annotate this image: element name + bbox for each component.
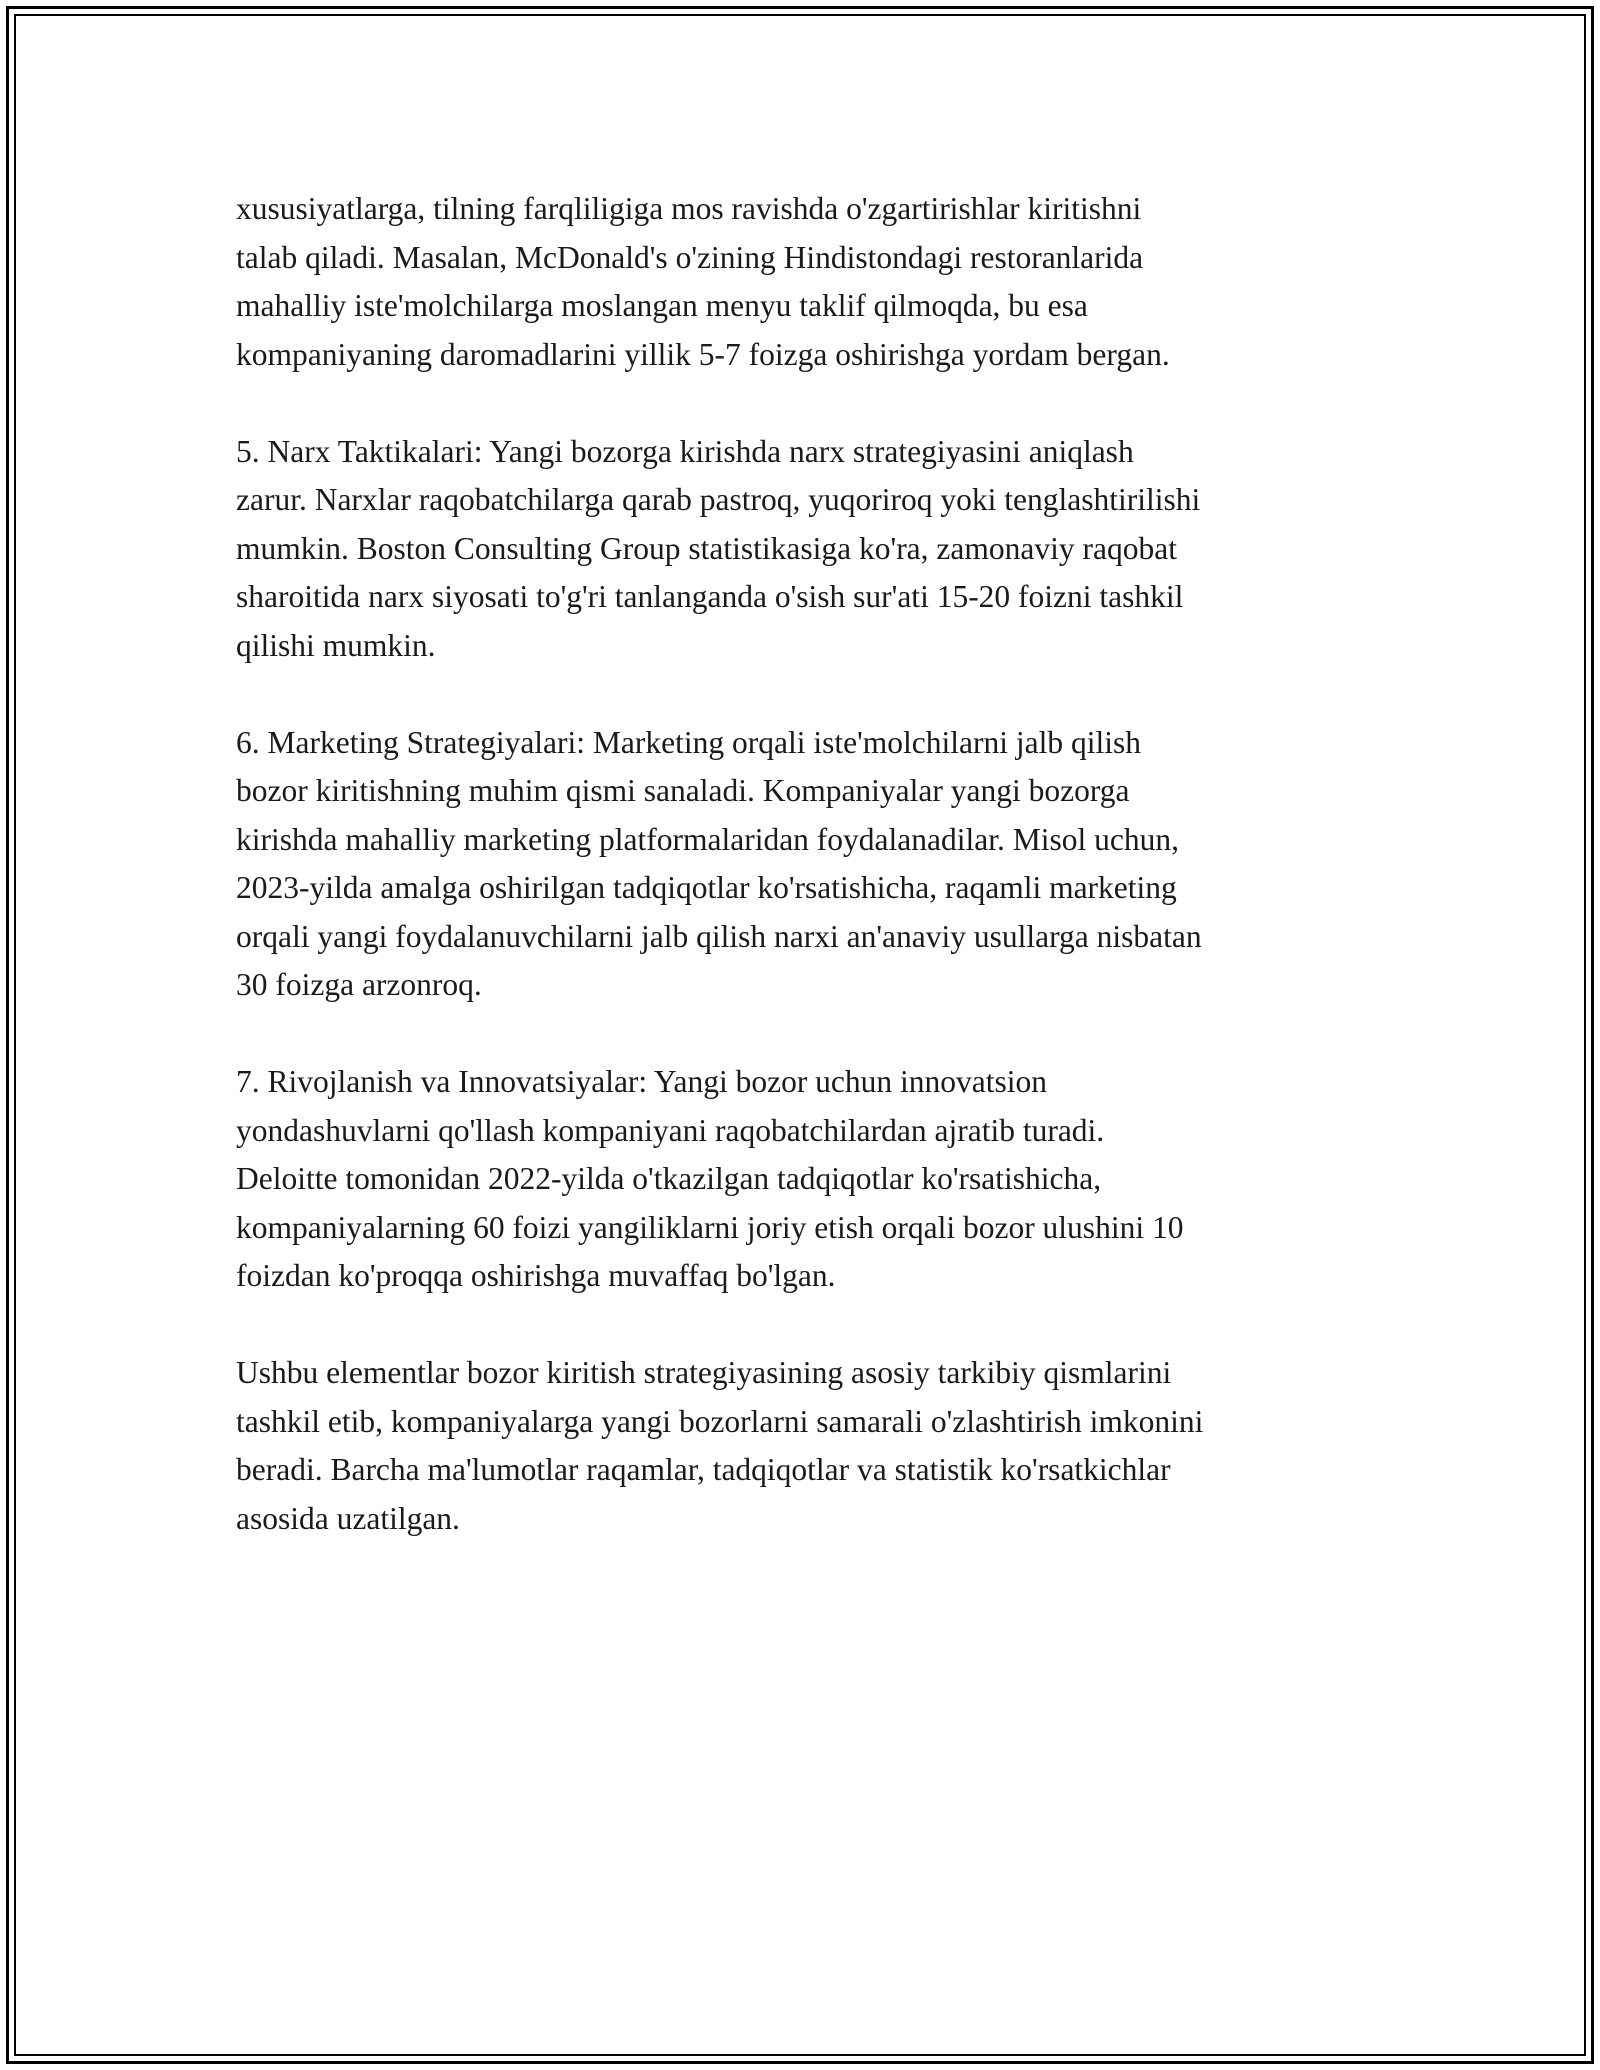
- paragraph-pricing-tactics: 5. Narx Taktikalari: Yangi bozorga kirishda narx strategiyasini aniqlash zarur. Narxlar raqobatchilarga qarab pastroq, yuqoriroq yoki tenglashtirilishi mumkin. Boston Consulting Group statistikasiga ko'ra, zamonaviy raqobat sharoitida narx siyosati to'g'ri tanlanganda o'sish sur'ati 15-20 foizni tashkil qilishi mumkin.: [236, 433, 1201, 663]
- paragraph-development-innovations: 7. Rivojlanish va Innovatsiyalar: Yangi bozor uchun innovatsion yondashuvlarni qo'llash kompaniyani raqobatchilardan ajratib turadi. Deloitte tomonidan 2022-yilda o'tkazilgan tadqiqotlar ko'rsatishicha, kompaniyalarning 60 foizi yangiliklarni joriy etish orqali bozor ulushini 10 foizdan ko'proqqa oshirishga muvaffaq bo'lgan.: [236, 1064, 1184, 1293]
- paragraph-marketing-strategies: 6. Marketing Strategiyalari: Marketing orqali iste'molchilarni jalb qilish bozor kiritishning muhim qismi sanaladi. Kompaniyalar yangi bozorga kirishda mahalliy marketing platformalaridan foydalanadilar. Misol uchun, 2023-yilda amalga oshirilgan tadqiqotlar ko'rsatishicha, raqamli marketing orqali yangi foydalanuvchilarni jalb qilish narxi an'anaviy usullarga nisbatan 30 foizga arzonroq.: [236, 724, 1202, 1002]
- paragraph-continuation: xususiyatlarga, tilning farqliligiga mos ravishda o'zgartirishlar kiritishni talab qiladi. Masalan, McDonald's o'zining Hindistondagi restoranlarida mahalliy iste'molchilarga moslangan menyu taklif qilmoqda, bu esa kompaniyaning daromadlarini yillik 5-7 foizga oshirishga yordam bergan.: [236, 191, 1170, 372]
- paragraph-conclusion: Ushbu elementlar bozor kiritish strategiyasining asosiy tarkibiy qismlarini tashkil etib, kompaniyalarga yangi bozorlarni samarali o'zlashtirish imkonini beradi. Barcha ma'lumotlar raqamlar, tadqiqotlar va statistik ko'rsatkichlar asosida uzatilgan.: [236, 1355, 1204, 1536]
- document-body: [236, 185, 1376, 1592]
